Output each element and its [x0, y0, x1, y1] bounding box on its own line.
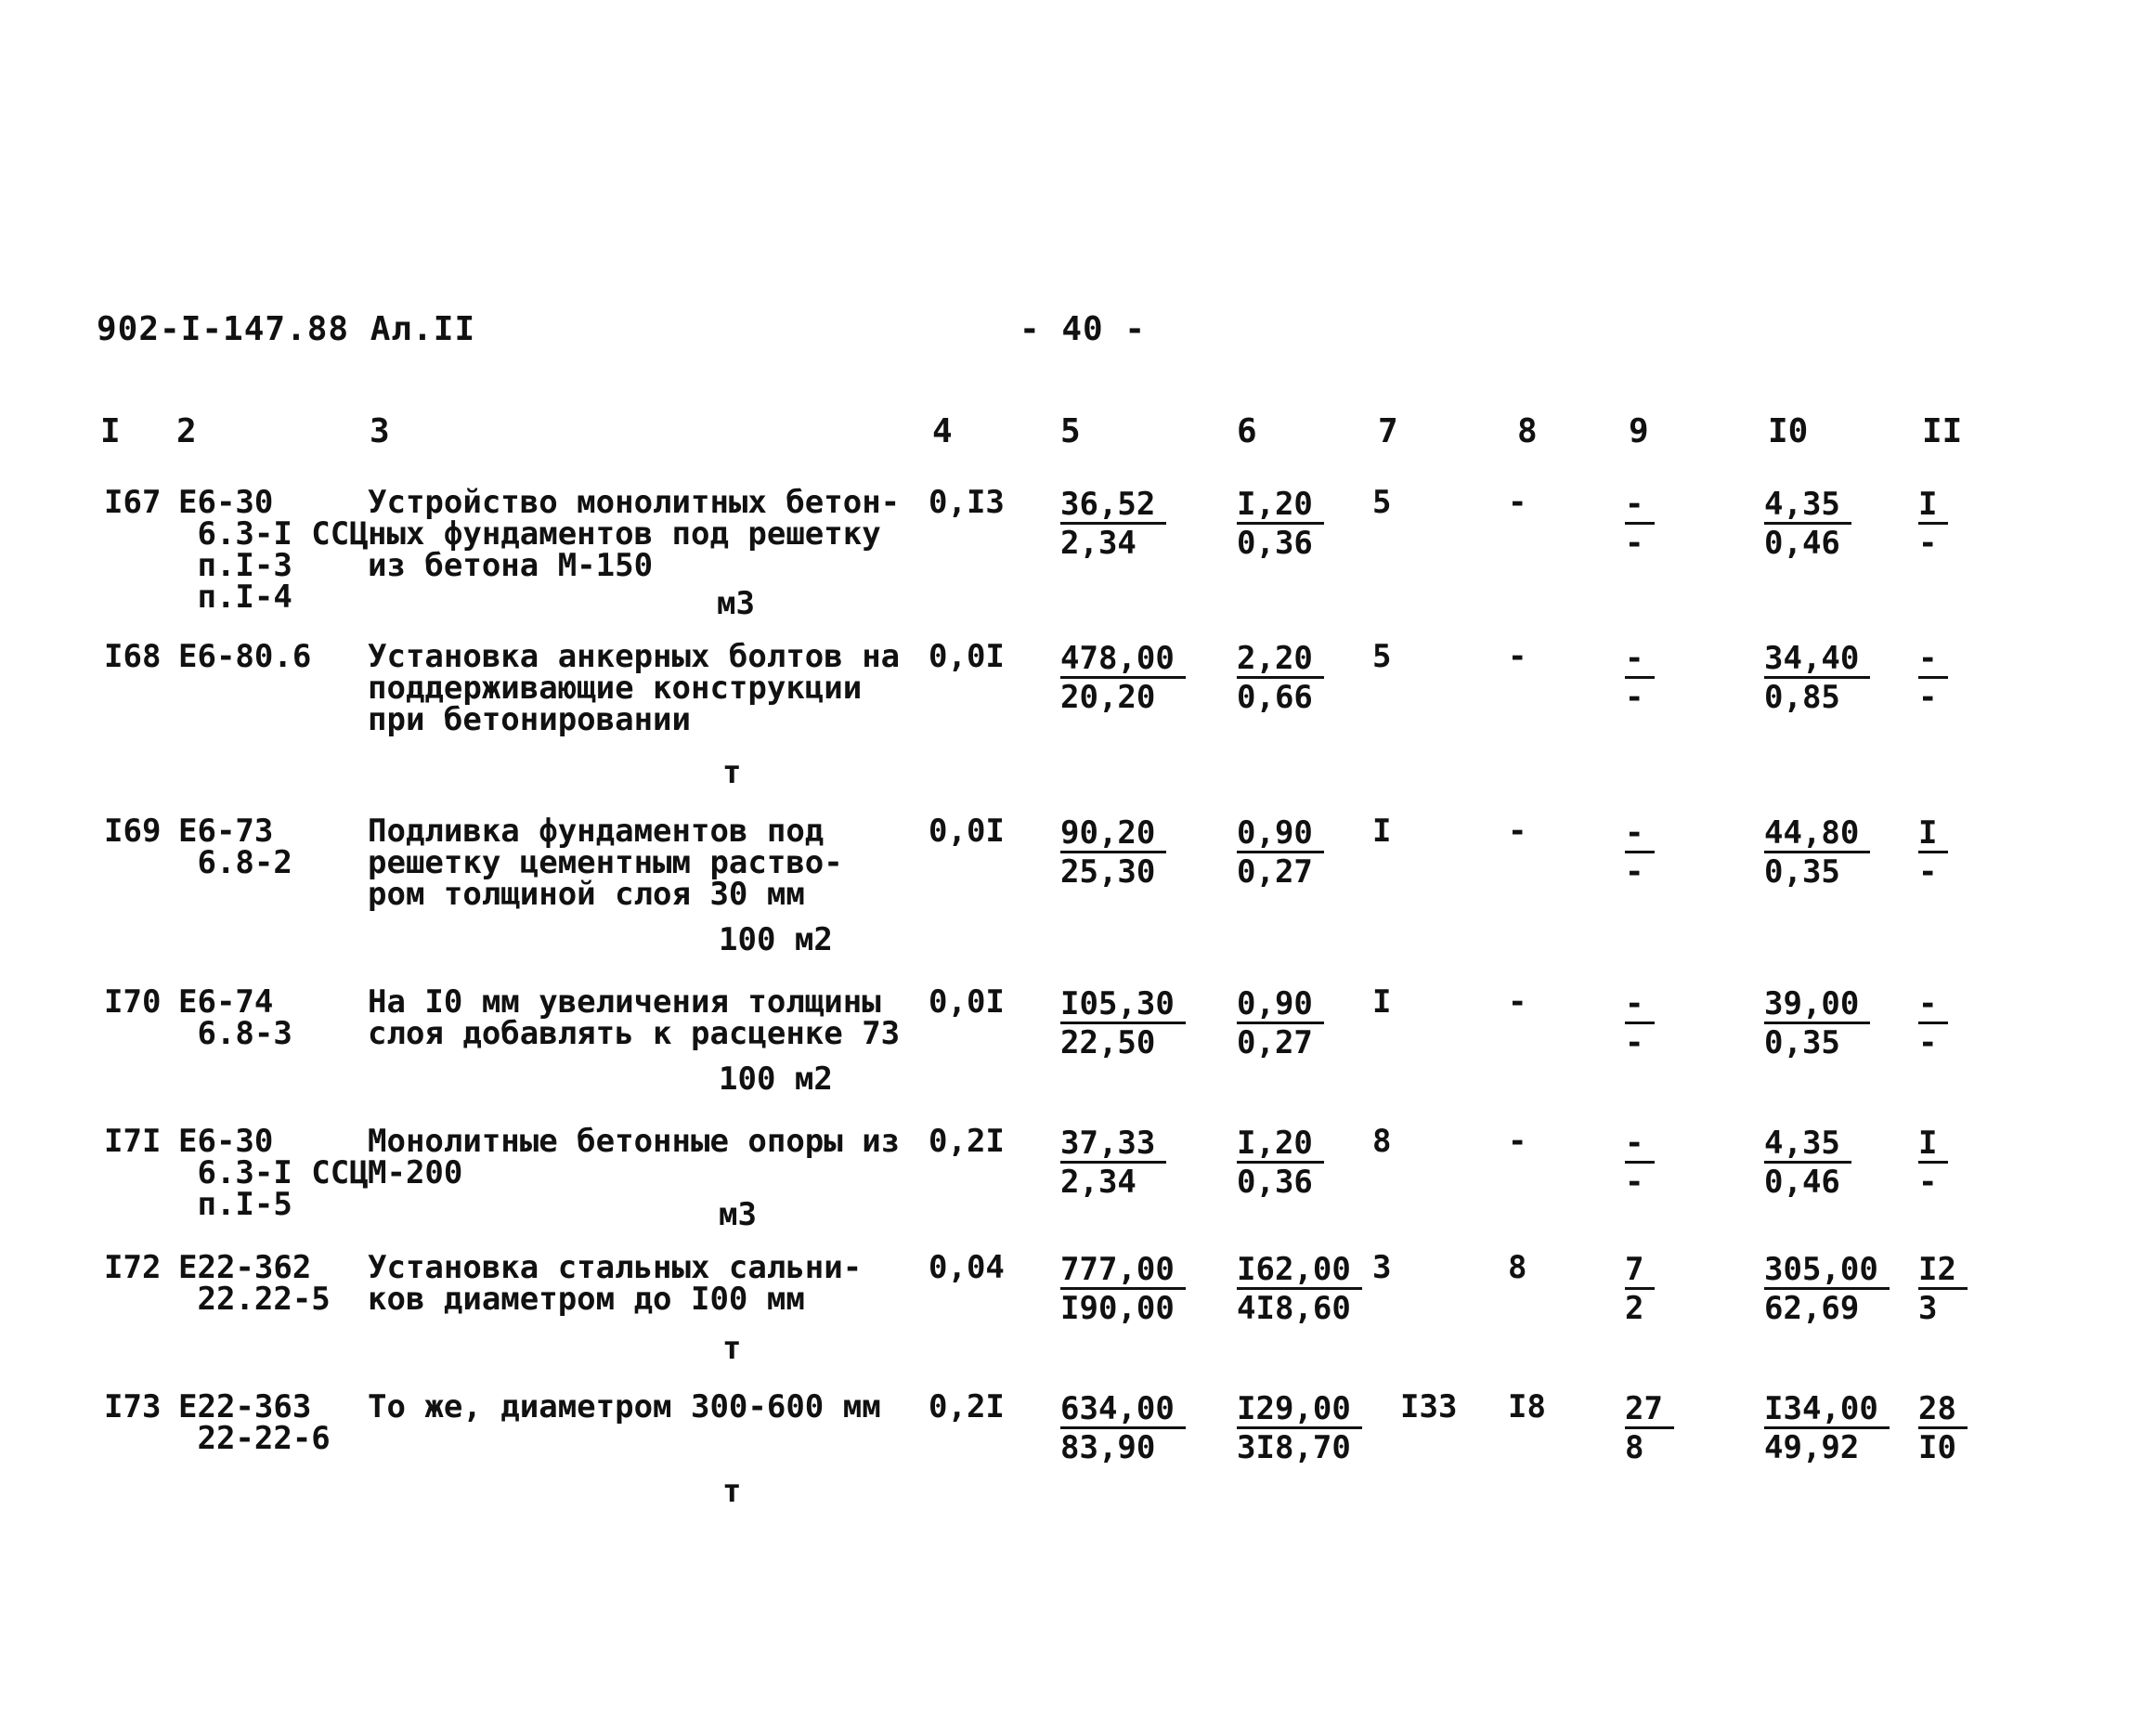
table-row [0, 1123, 2156, 1237]
row-number: I68 [104, 638, 162, 675]
column-header-3: 3 [370, 412, 390, 450]
column-header-11: II [1922, 412, 1963, 450]
column-9-value: $\frac{27}{8}$ [1625, 1391, 1674, 1466]
column-9-value: - - [1625, 641, 1655, 716]
rate-code: E22-362 22.22-5 [178, 1249, 331, 1318]
column-7-value: 3 [1372, 1249, 1392, 1286]
page-number: - 40 - [1020, 310, 1147, 348]
row-number: I70 [104, 983, 162, 1021]
rate-code: E6-74 6.8-3 [178, 983, 292, 1052]
column-9-value: - - [1625, 1126, 1655, 1201]
column-10-value: $\frac{I34,00}{49,92}$ [1764, 1391, 1890, 1466]
column-5-value: $\frac{777,00}{I90,00}$ [1060, 1252, 1186, 1327]
column-header-2: 2 [176, 412, 197, 450]
column-6-value: $\frac{0,90}{0,27}$ [1237, 815, 1324, 891]
column-10-value: $\frac{305,00}{62,69}$ [1764, 1252, 1890, 1327]
document-code: 902-I-147.88 Ал.II [97, 310, 476, 348]
column-10-value: $\frac{39,00}{0,35}$ [1764, 986, 1870, 1061]
quantity: 0,0I [929, 638, 1005, 675]
column-9-value: - - [1625, 487, 1655, 562]
column-7-value: 5 [1372, 484, 1392, 521]
column-6-value: $\frac{I,20}{0,36}$ [1237, 1126, 1324, 1201]
column-8-value: 8 [1508, 1249, 1527, 1286]
column-10-value: $\frac{44,80}{0,35}$ [1764, 815, 1870, 891]
column-7-value: I33 [1400, 1388, 1458, 1425]
column-7-value: I [1372, 983, 1392, 1021]
column-5-value: $\frac{90,20}{25,30}$ [1060, 815, 1166, 891]
column-header-5: 5 [1060, 412, 1081, 450]
column-11-value: I - [1918, 1126, 1948, 1201]
column-header-1: I [100, 412, 121, 450]
row-number: I69 [104, 813, 162, 850]
column-header-9: 9 [1629, 412, 1649, 450]
column-10-value: $\frac{4,35}{0,46}$ [1764, 487, 1851, 562]
unit-of-measure: м3 [717, 585, 755, 622]
column-headers [0, 412, 2156, 459]
quantity: 0,2I [929, 1388, 1005, 1425]
rate-code: E6-30 6.3-I ССЦ п.I-3 п.I-4 [178, 484, 369, 616]
quantity: 0,I3 [929, 484, 1005, 521]
column-8-value: - [1508, 813, 1527, 850]
column-11-value: - - [1918, 641, 1948, 716]
column-10-value: $\frac{34,40}{0,85}$ [1764, 641, 1870, 716]
column-6-value: $\frac{I29,00}{3I8,70}$ [1237, 1391, 1362, 1466]
column-7-value: I [1372, 813, 1392, 850]
work-description: Установка анкерных болтов на поддерживающие конструкции при бетонировании [368, 638, 901, 738]
column-8-value: I8 [1508, 1388, 1546, 1425]
column-8-value: - [1508, 983, 1527, 1021]
column-9-value: - - [1625, 815, 1655, 891]
table-row [0, 1388, 2156, 1512]
column-11-value: $\frac{28}{I0}$ [1918, 1391, 1968, 1466]
column-8-value: - [1508, 484, 1527, 521]
column-5-value: $\frac{36,52}{2,34}$ [1060, 487, 1166, 562]
column-5-value: $\frac{478,00}{20,20}$ [1060, 641, 1186, 716]
column-5-value: $\frac{634,00}{83,90}$ [1060, 1391, 1186, 1466]
work-description: Монолитные бетонные опоры из М-200 [368, 1123, 901, 1191]
column-10-value: $\frac{4,35}{0,46}$ [1764, 1126, 1851, 1201]
work-description: Подливка фундаментов под решетку цементным раство- ром толщиной слоя 30 мм [368, 813, 843, 913]
column-11-value: I - [1918, 487, 1948, 562]
rate-code: E6-30 6.3-I ССЦ п.I-5 [178, 1123, 369, 1223]
work-description: То же, диаметром 300-600 мм [368, 1388, 881, 1425]
unit-of-measure: 100 м2 [719, 921, 833, 958]
column-11-value: I - [1918, 815, 1948, 891]
quantity: 0,0I [929, 813, 1005, 850]
column-6-value: $\frac{I,20}{0,36}$ [1237, 487, 1324, 562]
unit-of-measure: т [722, 1330, 742, 1367]
unit-of-measure: т [722, 754, 742, 791]
column-6-value: $\frac{2,20}{0,66}$ [1237, 641, 1324, 716]
rate-code: E22-363 22-22-6 [178, 1388, 331, 1457]
row-number: I73 [104, 1388, 162, 1425]
quantity: 0,04 [929, 1249, 1005, 1286]
quantity: 0,2I [929, 1123, 1005, 1160]
work-description: На I0 мм увеличения толщины слоя добавлять к расценке 73 [368, 983, 901, 1052]
unit-of-measure: т [722, 1473, 742, 1510]
unit-of-measure: 100 м2 [719, 1061, 833, 1098]
column-6-value: $\frac{0,90}{0,27}$ [1237, 986, 1324, 1061]
column-header-7: 7 [1378, 412, 1398, 450]
table-row [0, 813, 2156, 958]
column-9-value: - - [1625, 986, 1655, 1061]
column-header-6: 6 [1237, 412, 1257, 450]
rate-code: E6-73 6.8-2 [178, 813, 292, 881]
column-header-4: 4 [932, 412, 953, 450]
column-8-value: - [1508, 638, 1527, 675]
column-11-value: $\frac{I2}{3}$ [1918, 1252, 1968, 1327]
rate-code: E6-80.6 [178, 638, 312, 675]
column-5-value: $\frac{37,33}{2,34}$ [1060, 1126, 1166, 1201]
column-header-10: I0 [1768, 412, 1809, 450]
unit-of-measure: м3 [719, 1196, 757, 1233]
table-row [0, 1249, 2156, 1367]
column-5-value: $\frac{I05,30}{22,50}$ [1060, 986, 1186, 1061]
column-8-value: - [1508, 1123, 1527, 1160]
column-6-value: $\frac{I62,00}{4I8,60}$ [1237, 1252, 1362, 1327]
column-7-value: 8 [1372, 1123, 1392, 1160]
table-row [0, 484, 2156, 626]
table-row [0, 638, 2156, 791]
column-header-8: 8 [1517, 412, 1538, 450]
row-number: I7I [104, 1123, 162, 1160]
row-number: I67 [104, 484, 162, 521]
work-description: Установка стальных сальни- ков диаметром до I00 мм [368, 1249, 863, 1318]
work-description: Устройство монолитных бетон- ных фундаментов под решетку из бетона М-150 [368, 484, 901, 584]
column-11-value: - - [1918, 986, 1948, 1061]
column-9-value: $\frac{7}{2}$ [1625, 1252, 1655, 1327]
quantity: 0,0I [929, 983, 1005, 1021]
table-row [0, 983, 2156, 1107]
column-7-value: 5 [1372, 638, 1392, 675]
row-number: I72 [104, 1249, 162, 1286]
